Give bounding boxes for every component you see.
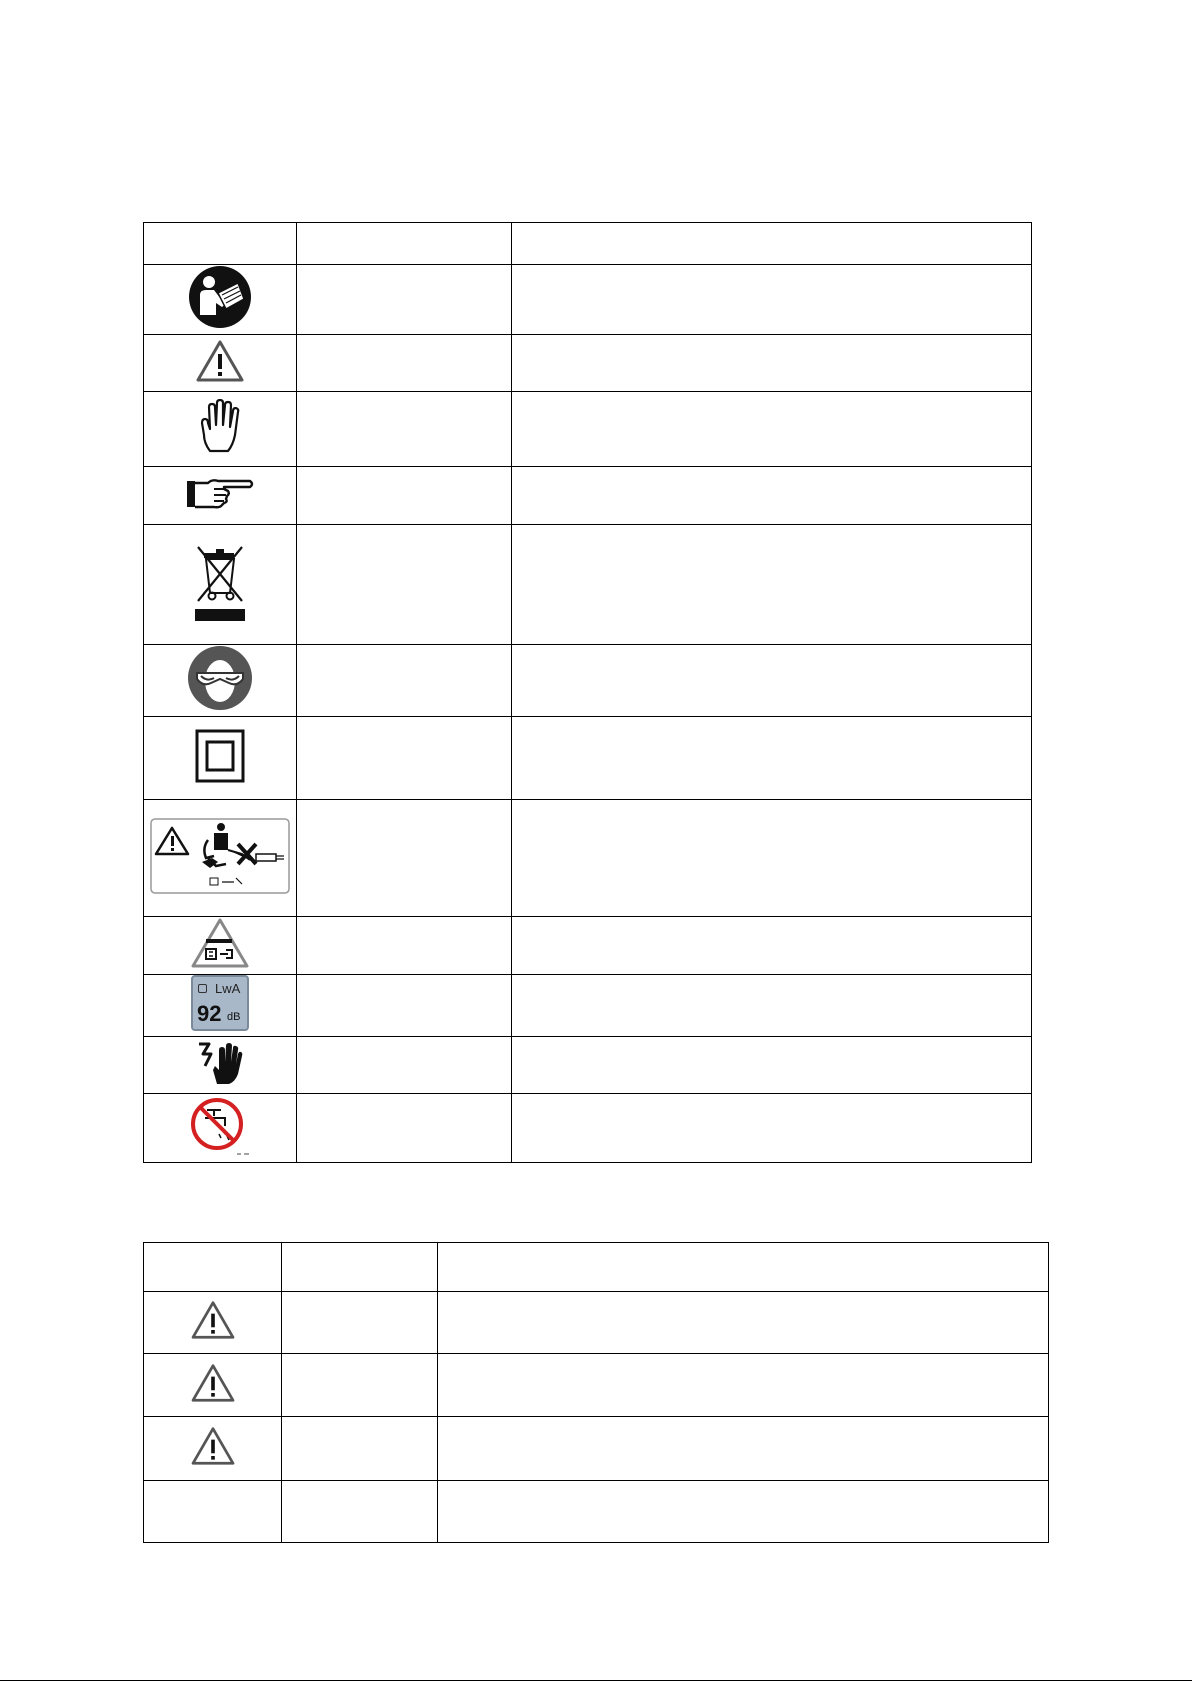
table-row — [144, 717, 1032, 800]
do-not-expose-to-rain-icon — [189, 1096, 251, 1156]
symbol-cell — [144, 1481, 282, 1543]
table-row — [144, 335, 1032, 392]
symbol-description — [512, 1094, 1032, 1163]
symbol-description — [512, 800, 1032, 917]
symbol-cell — [144, 917, 297, 975]
symbol-cell — [144, 265, 297, 335]
table-header-row — [144, 223, 1032, 265]
symbols-table — [143, 222, 1032, 1163]
symbol-description — [512, 717, 1032, 800]
symbol-name — [297, 392, 512, 467]
sound-label-value: 92 — [197, 1001, 222, 1026]
warning-description — [438, 1354, 1049, 1417]
warning-name — [282, 1354, 438, 1417]
warning-description — [438, 1417, 1049, 1481]
table-row — [144, 525, 1032, 645]
symbol-name — [297, 645, 512, 717]
warning-name — [282, 1292, 438, 1354]
double-insulation-class-ii-icon — [194, 728, 246, 784]
read-manual-icon — [188, 265, 252, 329]
table-row — [144, 1481, 1049, 1543]
page-bottom-rule — [0, 1680, 1192, 1681]
table-row — [144, 645, 1032, 717]
symbol-cell — [144, 645, 297, 717]
symbol-cell — [144, 800, 297, 917]
symbol-description — [512, 1037, 1032, 1094]
table-row — [144, 265, 1032, 335]
symbol-description — [512, 645, 1032, 717]
header-description — [512, 223, 1032, 265]
table-header-row — [144, 1243, 1049, 1292]
table-row — [144, 1354, 1049, 1417]
warning-triangle-icon — [190, 1300, 236, 1340]
sound-power-level-label-icon — [191, 975, 249, 1031]
symbol-name — [297, 265, 512, 335]
symbol-name — [297, 1037, 512, 1094]
symbol-name — [297, 917, 512, 975]
header-name — [282, 1243, 438, 1292]
warnings-table — [143, 1242, 1049, 1543]
symbol-cell — [144, 525, 297, 645]
symbol-cell — [144, 1292, 282, 1354]
wear-eye-protection-icon — [187, 645, 253, 711]
header-description — [438, 1243, 1049, 1292]
pointing-hand-note-icon — [184, 475, 256, 511]
symbol-description — [512, 265, 1032, 335]
symbol-description — [512, 335, 1032, 392]
warning-triangle-icon — [195, 339, 245, 383]
disconnect-plug-warning-icon — [190, 917, 250, 969]
symbol-description — [512, 467, 1032, 525]
table-row — [144, 1037, 1032, 1094]
symbol-description — [512, 917, 1032, 975]
symbol-cell — [144, 392, 297, 467]
stop-hand-icon — [196, 399, 244, 455]
symbol-name — [297, 467, 512, 525]
symbol-description — [512, 525, 1032, 645]
warning-name — [282, 1417, 438, 1481]
symbol-cell — [144, 335, 297, 392]
symbol-cell — [144, 717, 297, 800]
symbol-cell — [144, 467, 297, 525]
header-symbol — [144, 223, 297, 265]
warning-name — [282, 1481, 438, 1543]
warning-triangle-icon — [190, 1363, 236, 1403]
keep-bystanders-away-label-icon — [150, 818, 290, 894]
symbol-description — [512, 392, 1032, 467]
symbol-cell — [144, 1037, 297, 1094]
speaker-icon — [198, 984, 207, 993]
symbol-name — [297, 1094, 512, 1163]
table-row — [144, 800, 1032, 917]
symbol-description — [512, 975, 1032, 1037]
header-name — [297, 223, 512, 265]
sound-label-unit: dB — [227, 1011, 241, 1023]
table-row — [144, 1094, 1032, 1163]
crossed-out-wheelie-bin-icon — [190, 541, 250, 623]
symbol-cell — [144, 1417, 282, 1481]
symbol-name — [297, 800, 512, 917]
table-row — [144, 975, 1032, 1037]
table-row — [144, 392, 1032, 467]
symbol-name — [297, 975, 512, 1037]
symbol-name — [297, 525, 512, 645]
header-symbol — [144, 1243, 282, 1292]
sound-label-lwa: LwA — [215, 981, 241, 996]
symbol-cell — [144, 1354, 282, 1417]
warning-description — [438, 1481, 1049, 1543]
table-row — [144, 1292, 1049, 1354]
warning-description — [438, 1292, 1049, 1354]
table-row — [144, 1417, 1049, 1481]
symbol-name — [297, 717, 512, 800]
electric-shock-hand-icon — [195, 1038, 245, 1088]
table-row — [144, 467, 1032, 525]
table-row — [144, 917, 1032, 975]
symbol-cell — [144, 975, 297, 1037]
warning-triangle-icon — [190, 1426, 236, 1466]
symbol-name — [297, 335, 512, 392]
symbol-cell — [144, 1094, 297, 1163]
